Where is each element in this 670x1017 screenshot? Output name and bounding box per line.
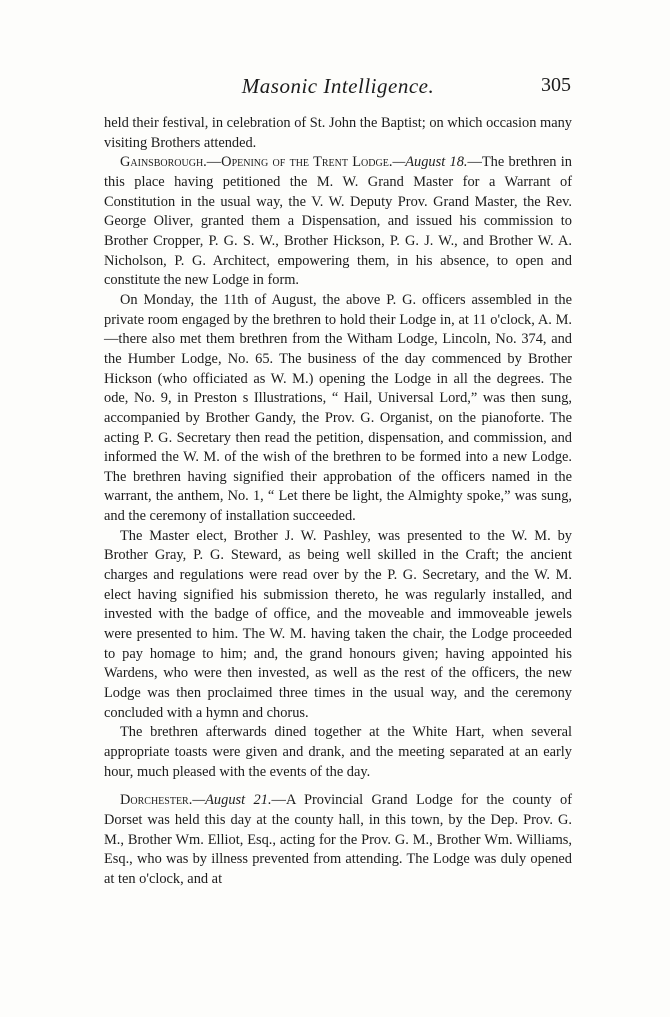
paragraph-gainsborough: [104, 153, 572, 291]
text-block: [104, 114, 572, 890]
paragraph-master-elect: The Master elect, Brother J. W. Pashley, was presented to the W. M. by Brother Gray, P. G. Steward, as being well skilled in the Craft; the ancient charges and regulations were read over by the P. G. Secretary, and the W. M. elect having signified his submission thereto, he was regularly installed, and invested with the badge of office, and the moveable and immoveable jewels were presented to him. The W. M. having taken the chair, the Lodge proceeded to pay homage to him; and, the grand honours given; having appointed his Wardens, who were then invested, as well as the rest of the officers, the new Lodge was then proclaimed three times in the usual way, and the ceremony concluded with a hymn and chorus.: [104, 527, 572, 721]
text-gainsborough: —The brethren in this place having petitioned the M. W. Grand Master for a Warrant of Constitution in the usual way, the V. W. Deputy Prov. Grand Master, the Rev. George Oliver, granted them a Dispensation, and issued his commission to Brother Cropper, P. G. S. W., Brother Hickson, P. G. J. W., and Brother W. A. Nicholson, P. G. Architect, empowering them, in his absence, to open and constitute the new Lodge in form.: [104, 154, 572, 289]
paragraph-dinner: The brethren afterwards dined together at the White Hart, when several appropriate toasts were given and drank, and the meeting separated at an early hour, much pleased with the events of the day.: [104, 724, 572, 780]
running-title: Masonic Intelligence.: [241, 74, 435, 98]
running-head: [105, 74, 571, 102]
date-dorchester: —August 21.: [192, 792, 272, 809]
date-gainsborough: —August 18.: [392, 154, 468, 171]
paragraph-dorchester: [104, 791, 572, 889]
page-number: 305: [541, 74, 571, 96]
paragraph-monday: On Monday, the 11th of August, the above P. G. officers assembled in the private room engaged by the brethren to hold their Lodge in, at 11 o'clock, A. M.—there also met them brethren from the Witham Lodge, Lincoln, No. 374, and the Humber Lodge, No. 65. The business of the day commenced by Brother Hickson (who officiated as W. M.) opening the Lodge in all the degrees. The ode, No. 9, in Preston s Illustrations, “ Hail, Universal Lord,” was then sung, accompanied by Brother Gandy, the Prov. G. Organist, on the pianoforte. The acting P. G. Secretary then read the petition, dispensation, and commission, and informed the W. M. of the wish of the brethren to be formed into a new Lodge. The brethren having signified their approbation of the officers named in the warrant, the anthem, No. 1, “ Let there be light, the Almighty spoke,” was sung, and the ceremony of installation succeeded.: [104, 291, 572, 525]
place-name-gainsborough: Gainsborough.: [120, 154, 207, 171]
place-name-dorchester: Dorchester.: [120, 792, 193, 809]
section-heading-trent-lodge: —Opening of the Trent Lodge.: [206, 154, 393, 171]
paragraph-intro: held their festival, in celebration of St. John the Baptist; on which occasion many visiting Brothers attended.: [104, 115, 572, 151]
text-dorchester: —A Provincial Grand Lodge for the county of Dorset was held this day at the county hall, in this town, by the Dep. Prov. G. M., Brother Wm. Elliot, Esq., acting for the Prov. G. M., Brother Wm. Williams, Esq., who was by illness prevented from attending. The Lodge was duly opened at ten o'clock, and at: [104, 792, 572, 887]
